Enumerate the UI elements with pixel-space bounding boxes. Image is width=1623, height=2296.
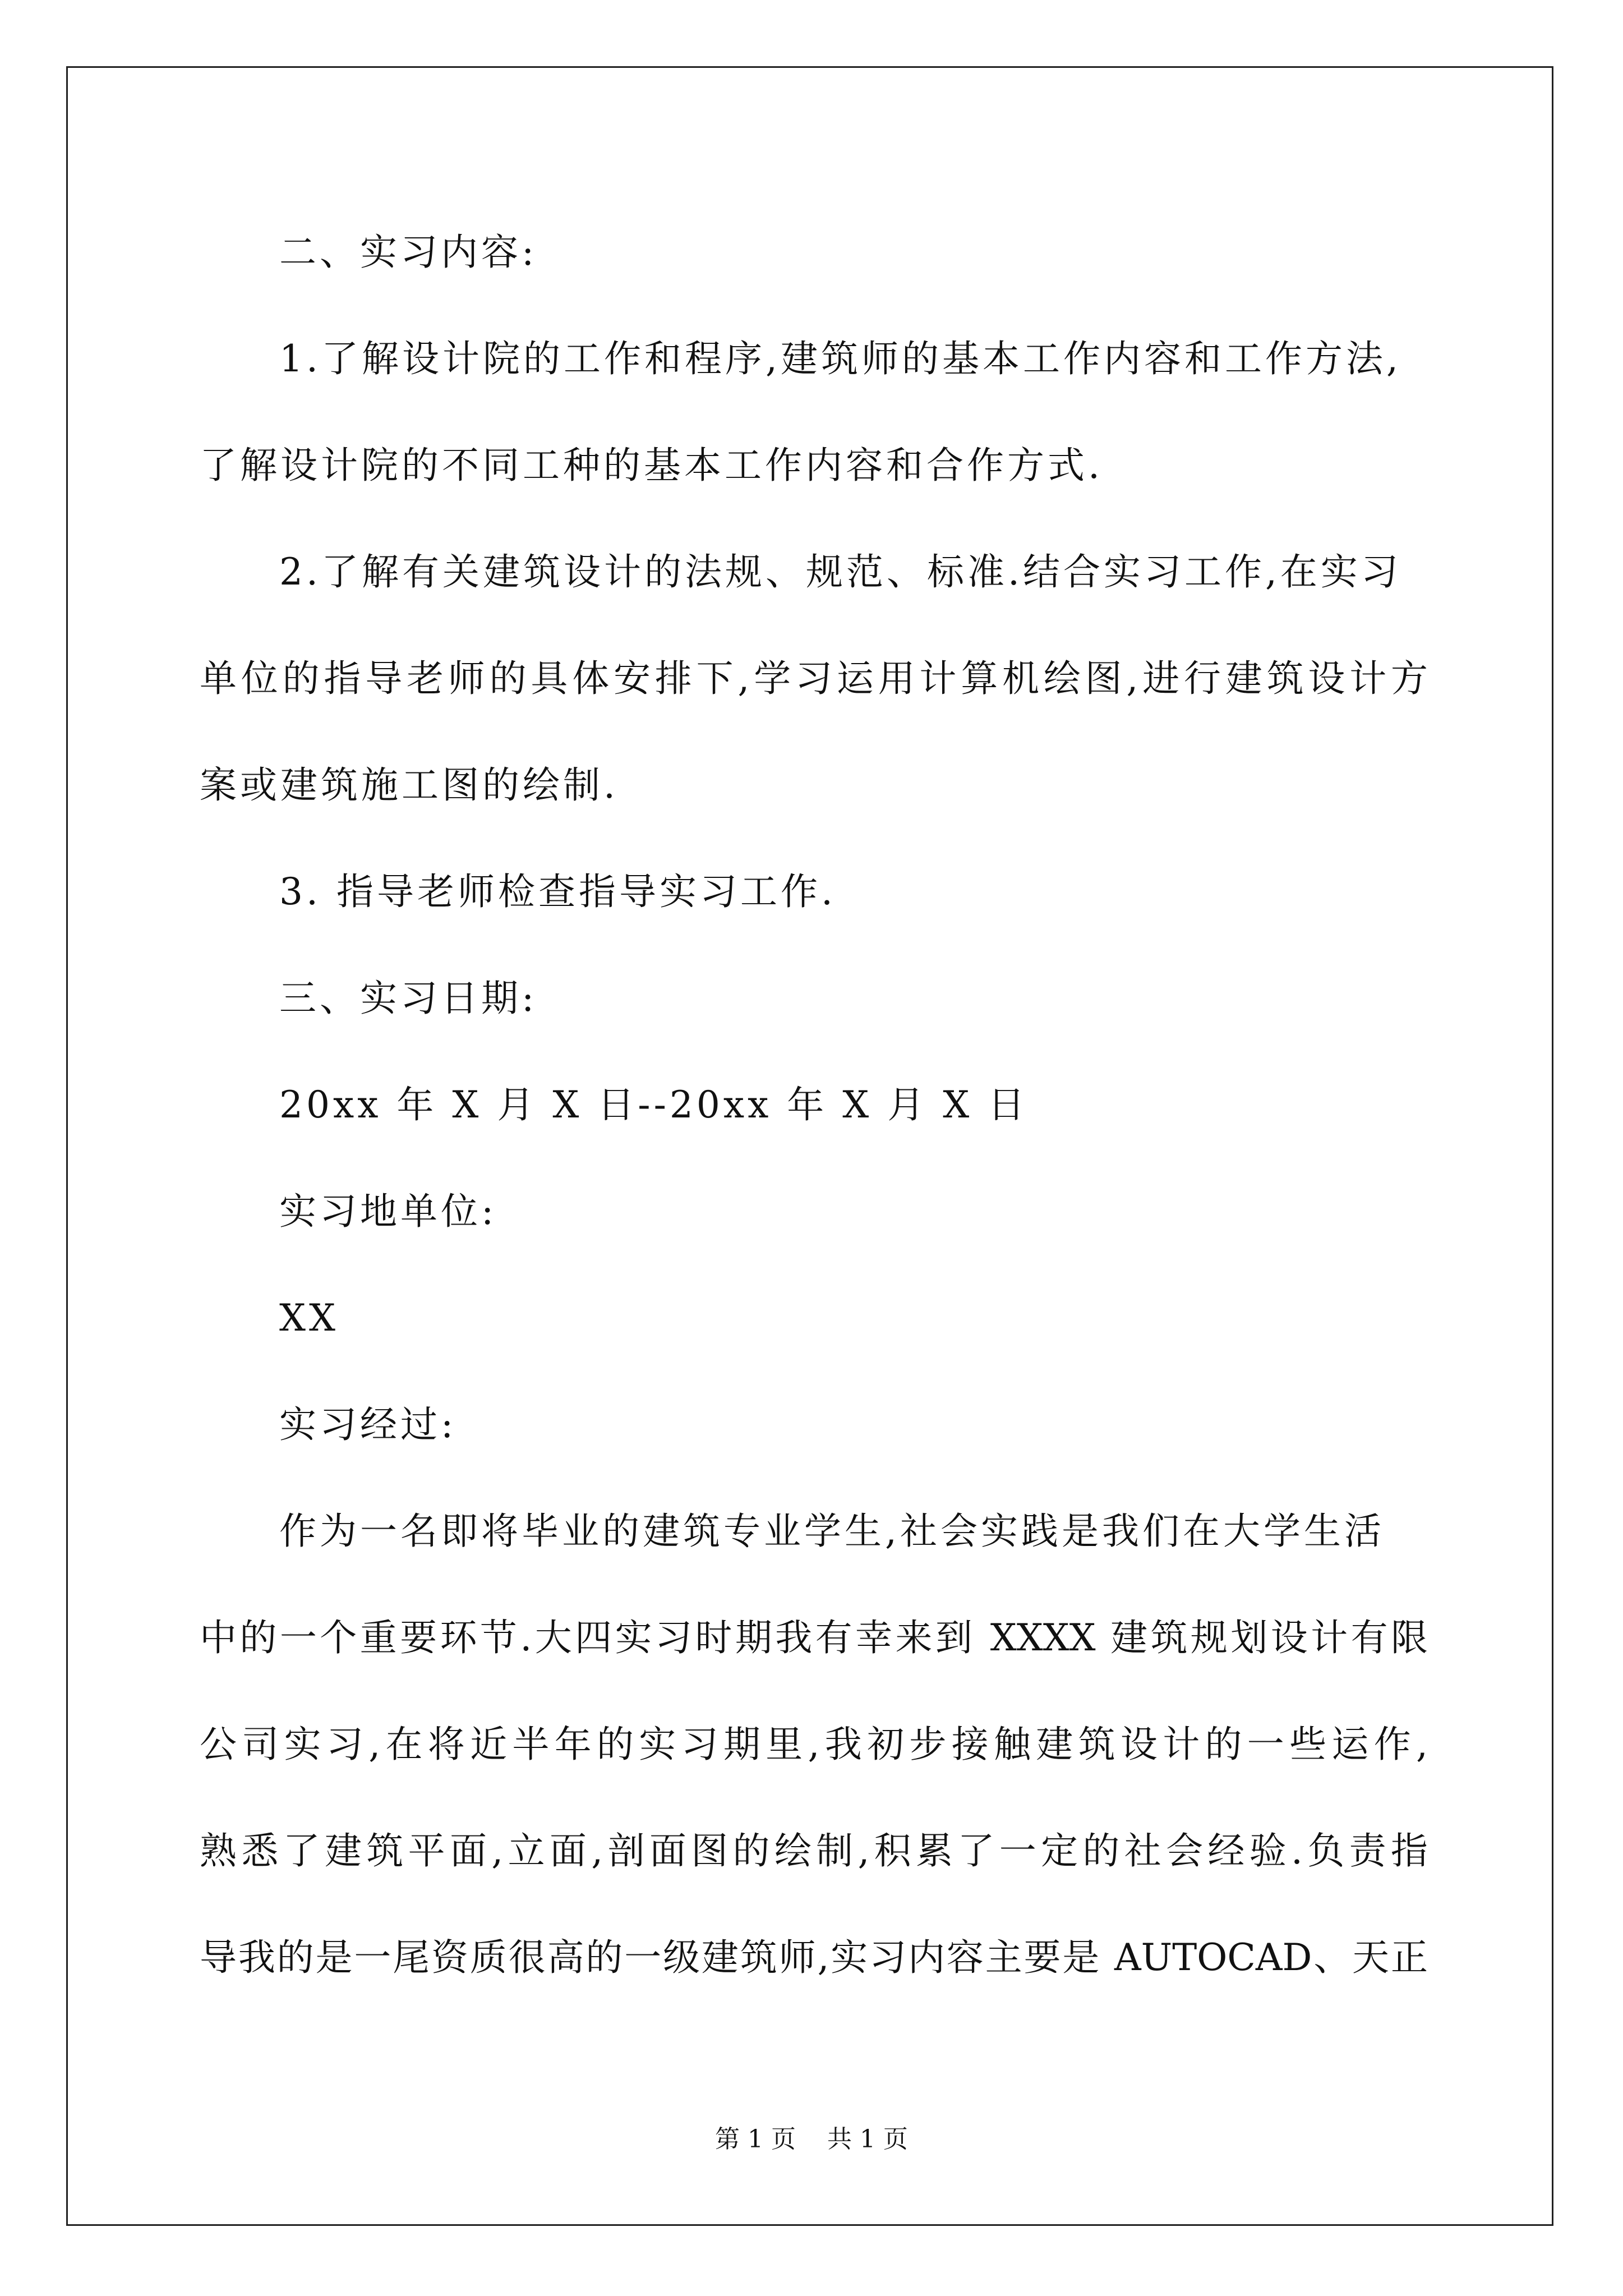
text-line: 2.了解有关建筑设计的法规、规范、标准.结合实习工作,在实习 bbox=[279, 550, 1401, 593]
text-line: 熟悉了建筑平面,立面,剖面图的绘制,积累了一定的社会经验.负责指 bbox=[200, 1829, 1428, 1872]
text-line: 二、实习内容: bbox=[279, 231, 538, 274]
text-line: 中的一个重要环节.大四实习时期我有幸来到 XXXX 建筑规划设计有限 bbox=[200, 1616, 1428, 1659]
text-line: 了解设计院的不同工种的基本工作内容和合作方式. bbox=[200, 444, 1103, 487]
text-line: 1.了解设计院的工作和程序,建筑师的基本工作内容和工作方法, bbox=[279, 337, 1401, 380]
text-line: 3. 指导老师检查指导实习工作. bbox=[279, 870, 836, 913]
section-heading: 三、实习日期: bbox=[279, 977, 538, 1020]
text-line: 单位的指导老师的具体安排下,学习运用计算机绘图,进行建筑设计方 bbox=[200, 657, 1428, 700]
page-number-footer: 第 1 页 共 1 页 bbox=[715, 2125, 908, 2154]
text-line: 导我的是一尾资质很高的一级建筑师,实习内容主要是 AUTOCAD、天正 bbox=[200, 1936, 1428, 1979]
text-line: 公司实习,在将近半年的实习期里,我初步接触建筑设计的一些运作, bbox=[200, 1723, 1428, 1766]
page-border bbox=[66, 66, 1553, 2226]
text-line: 实习经过: bbox=[279, 1403, 457, 1446]
text-line: 20xx 年 X 月 X 日--20xx 年 X 月 X 日 bbox=[279, 1083, 1029, 1126]
text-line: 案或建筑施工图的绘制. bbox=[200, 763, 619, 807]
text-line: XX bbox=[279, 1296, 339, 1340]
text-line: 实习地单位: bbox=[279, 1190, 497, 1233]
text-line: 作为一名即将毕业的建筑专业学生,社会实践是我们在大学生活 bbox=[279, 1510, 1385, 1553]
